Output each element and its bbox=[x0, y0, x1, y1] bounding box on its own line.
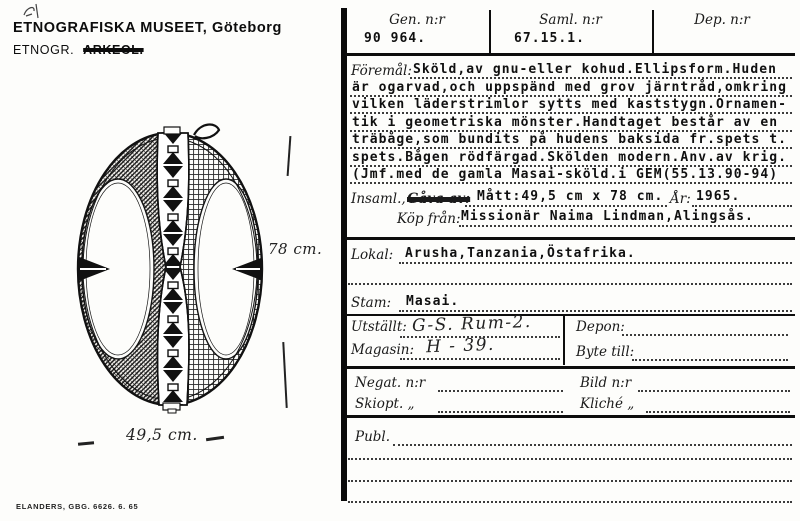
ruled-dotline bbox=[638, 390, 790, 392]
ruled-dotline bbox=[348, 458, 792, 460]
bild-nr-label: Bild n:r bbox=[580, 375, 632, 391]
foremal-line-4: tik i geometriska mönster.Handtaget består av en bbox=[352, 114, 779, 130]
ruled-dotline bbox=[622, 334, 788, 336]
card-left-edge-bar bbox=[341, 8, 347, 501]
foremal-line-2: är ogarvad,och uppspänd med grov järntråd,omkring bbox=[352, 79, 787, 95]
ruled-dotline bbox=[399, 310, 792, 312]
insaml-struck-label: Gåva av: bbox=[407, 191, 471, 207]
rule-2 bbox=[345, 237, 795, 240]
kliche-label: Kliché „ bbox=[580, 396, 635, 412]
width-measure-dash-left bbox=[78, 441, 94, 445]
ruled-dotline bbox=[348, 501, 792, 503]
magasin-value: H - 39. bbox=[425, 334, 496, 358]
magasin-label: Magasin: bbox=[351, 342, 415, 358]
ruled-dotline bbox=[350, 182, 792, 184]
ruled-dotline bbox=[399, 262, 792, 264]
depon-label: Depon: bbox=[576, 319, 625, 335]
ruled-dotline bbox=[400, 358, 560, 360]
ruled-dotline bbox=[646, 411, 790, 413]
utstallt-label: Utställt: bbox=[351, 319, 407, 335]
foremal-line-5: träbåge,som bundits på hudens baksida fr.spets t. bbox=[352, 132, 787, 147]
byte-till-label: Byte till: bbox=[576, 344, 635, 360]
ruled-dotline bbox=[465, 205, 667, 207]
height-measure-tick-bottom bbox=[282, 342, 287, 408]
ar-label: År: bbox=[670, 191, 691, 207]
foremal-label: Föremål: bbox=[351, 63, 412, 79]
saml-nr-value: 67.15.1. bbox=[514, 31, 586, 46]
kop-fran-value: Missionär Naima Lindman,Alingsås. bbox=[461, 209, 754, 224]
width-measure-dash-right bbox=[206, 436, 224, 441]
negat-nr-label: Negat. n:r bbox=[355, 375, 426, 391]
pencil-scribble-mark bbox=[20, 2, 54, 20]
department-line bbox=[13, 43, 144, 57]
ruled-dotline bbox=[459, 225, 792, 227]
gen-nr-label: Gen. n:r bbox=[389, 12, 445, 28]
height-measurement-label: 78 cm. bbox=[268, 240, 323, 258]
printer-mark: ELANDERS, GBG. 6626. 6. 65 bbox=[16, 502, 139, 511]
ruled-dotline bbox=[393, 444, 792, 446]
ruled-dotline bbox=[348, 480, 792, 482]
gen-nr-value: 90 964. bbox=[364, 31, 427, 46]
rule-5 bbox=[345, 415, 795, 418]
saml-nr-label: Saml. n:r bbox=[539, 12, 602, 28]
foremal-line-1: Sköld,av gnu-eller kohud.Ellipsform.Huden bbox=[413, 62, 777, 77]
dep-nr-label: Dep. n:r bbox=[694, 12, 750, 28]
ruled-dotline bbox=[348, 283, 792, 285]
skiopt-label: Skiopt. „ bbox=[355, 396, 415, 412]
section-divider bbox=[563, 316, 565, 365]
stam-label: Stam: bbox=[351, 295, 392, 311]
dept-label: ETNOGR. bbox=[13, 43, 75, 57]
utstallt-value: G-S. Rum-2. bbox=[411, 311, 533, 337]
kop-fran-label: Köp från: bbox=[397, 211, 461, 227]
ruled-dotline bbox=[438, 390, 563, 392]
lokal-value: Arusha,Tanzania,Östafrika. bbox=[405, 246, 636, 261]
ar-value: 1965. bbox=[696, 189, 741, 204]
width-measurement-label: 49,5 cm. bbox=[126, 426, 198, 444]
rule-4 bbox=[345, 366, 795, 369]
ruled-dotline bbox=[692, 205, 792, 207]
ruled-dotline bbox=[632, 359, 788, 361]
matt-value: Mått:49,5 cm x 78 cm. bbox=[477, 189, 664, 204]
rule-1 bbox=[345, 53, 795, 56]
stam-value: Masai. bbox=[406, 294, 460, 309]
museum-title: ETNOGRAFISKA MUSEET, Göteborg bbox=[13, 20, 283, 36]
ruled-dotline bbox=[438, 411, 563, 413]
foremal-line-7: (Jmf.med de gamla Masai-sköld.i GEM(55.13.90-94) bbox=[352, 167, 779, 182]
foremal-line-6: spets.Bågen rödfärgad.Skölden modern.Anv.av krig. bbox=[352, 149, 787, 165]
handle-loop bbox=[194, 125, 219, 139]
height-measure-tick-top bbox=[287, 136, 292, 176]
insaml-label: Insaml., bbox=[351, 191, 406, 207]
foremal-line-3: vilken läderstrimlor sytts med kaststygn.Ornamen- bbox=[352, 97, 787, 112]
dept-struck-label: ARKEOL. bbox=[83, 43, 144, 57]
publ-label: Publ. bbox=[355, 429, 391, 445]
lokal-label: Lokal: bbox=[351, 247, 394, 263]
shield-drawing bbox=[58, 119, 270, 415]
